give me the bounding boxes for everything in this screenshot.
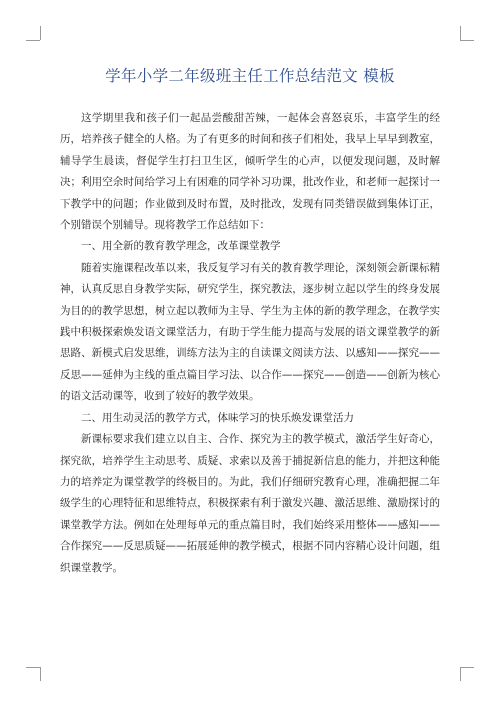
section-heading-2: 二、用生动灵活的教学方式，体味学习的快乐焕发课堂活力 <box>81 411 354 424</box>
document-title: 学年小学二年级班主任工作总结范文 模板 <box>105 67 395 85</box>
paragraph-section-1: 随着实施课程改革以来，我反复学习有关的教育教学理论，深刻领会新课标精神，认真反思自身教学实际，研究学生，探究教法，逐步树立起以学生的终身发展为目的的教学思想，树立起以教师为主导、学生为主体的新的教学理念，在教学实践中积极探索焕发语文课堂活力，有助于学生能力提高与发展的语文课堂教学的新思路、新模式启发思维，训练方法为主的自读课文阅读方法、以感知——探究——反思——延伸为主线的重点篇目学习法、以合作——探究——创造——创新为核心的语文活动课等，收到了较好的教学效果。 <box>60 261 440 403</box>
paragraph-intro: 这学期里我和孩子们一起品尝酸甜苦辣，一起体会喜怒哀乐，丰富学生的经历，培养孩子健全的人格。为了有更多的时间和孩子们相处，我早上早早到教室，辅导学生晨读，督促学生打扫卫生区，倾听学生的心声，以便发现问题，及时解决；利用空余时间给学习上有困难的同学补习功课，批改作业，和老师一起探讨一下教学中的问题；作业做到及时布置，及时批改，发现有同类错误做到集体订正，个别错误个别辅导。现将教学工作总结如下： <box>60 112 440 232</box>
paragraph-section-2: 新课标要求我们建立以自主、合作、探究为主的教学模式，激活学生好奇心，探究欲，培养学生主动思考、质疑、求索以及善于捕捉新信息的能力，并把这种能力的培养定为课堂教学的终极目的。为此，我们仔细研究教育心理，准确把握二年级学生的心理特征和思维特点，积极探索有利于激发兴趣、激活思维、激励探讨的课堂教学方法。例如在处理每单元的重点篇目时，我们始终采用整体——感知——合作探究——反思质疑——拓展延伸的教学模式，根据不同内容精心设计问题，组织课堂教学。 <box>60 433 440 574</box>
document-body <box>60 108 440 579</box>
section-heading-1: 一、用全新的教育教学理念，改革课堂教学 <box>81 240 281 253</box>
